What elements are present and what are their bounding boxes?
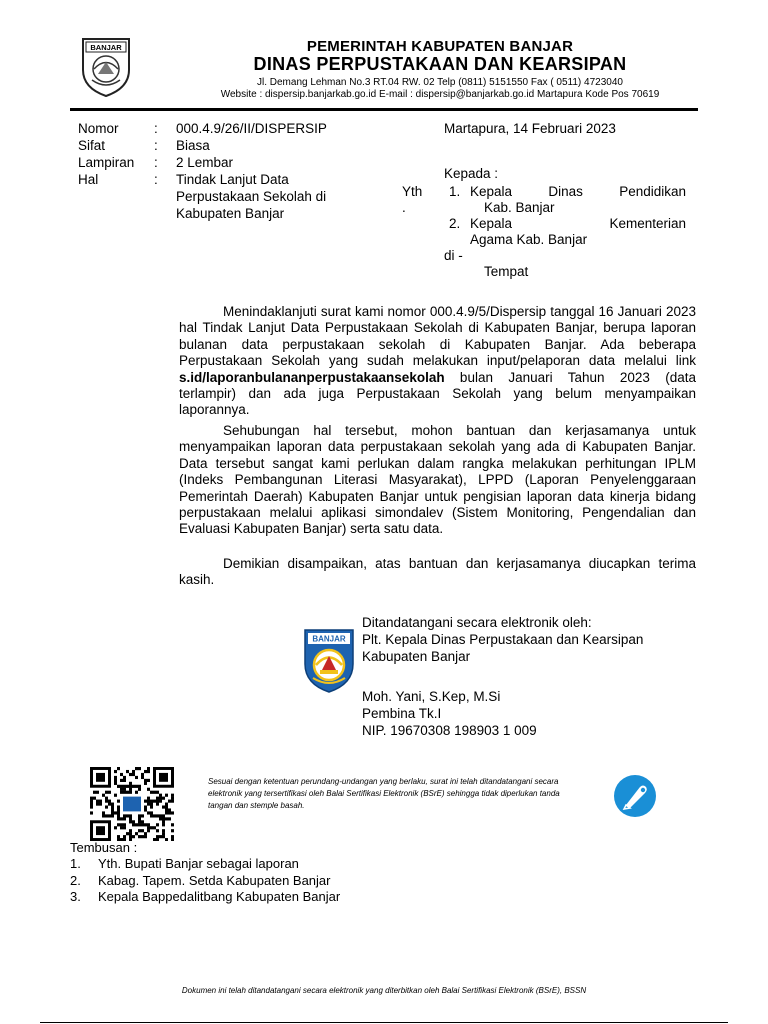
qr-module xyxy=(144,823,147,826)
qr-module xyxy=(105,800,108,803)
qr-module xyxy=(90,805,93,808)
qr-module xyxy=(123,826,126,829)
qr-module xyxy=(159,814,162,817)
qr-module xyxy=(123,779,126,782)
qr-module xyxy=(96,791,99,794)
qr-module xyxy=(129,773,132,776)
qr-module xyxy=(129,785,132,788)
qr-module xyxy=(147,811,150,814)
qr-module xyxy=(141,835,144,838)
qr-module xyxy=(96,800,99,803)
report-link[interactable]: s.id/laporanbulananperpustakaansekolah xyxy=(179,369,445,385)
qr-module xyxy=(168,817,171,820)
qr-module xyxy=(114,794,117,797)
qr-module xyxy=(171,823,174,826)
qr-module xyxy=(165,811,168,814)
qr-module xyxy=(117,800,120,803)
paragraph-3: Demikian disampaikan, atas bantuan dan kerjasamanya diucapkan terima kasih. xyxy=(179,556,696,588)
qr-module xyxy=(159,800,162,803)
qr-module xyxy=(135,776,138,779)
qr-module xyxy=(165,805,168,808)
qr-module xyxy=(102,794,105,797)
qr-module xyxy=(132,770,135,773)
qr-module xyxy=(150,791,153,794)
colon: : xyxy=(154,138,158,153)
qr-module xyxy=(117,811,120,814)
qr-module xyxy=(141,776,144,779)
qr-module xyxy=(138,785,141,788)
qr-module xyxy=(105,791,108,794)
letter-body-3 xyxy=(179,556,696,589)
qr-module xyxy=(114,782,117,785)
qr-module xyxy=(135,823,138,826)
recipient-1-line-1: Kepala Dinas Pendidikan xyxy=(470,184,686,199)
list-item-text: Kabag. Tapem. Setda Kabupaten Banjar xyxy=(98,872,331,888)
qr-module xyxy=(171,797,174,800)
list-item-number: 2. xyxy=(70,872,81,888)
qr-module xyxy=(144,779,147,782)
qr-module xyxy=(171,838,174,841)
qr-module xyxy=(96,803,99,806)
recipient-2-line-2: Agama Kab. Banjar xyxy=(470,232,588,247)
qr-module xyxy=(108,814,111,817)
qr-module xyxy=(117,767,120,770)
qr-module xyxy=(147,829,150,832)
qr-module xyxy=(126,770,129,773)
agency-title: DINAS PERPUSTAKAAN DAN KEARSIPAN xyxy=(253,54,627,74)
meta-colons xyxy=(154,120,158,188)
tembusan-title: Tembusan : xyxy=(70,840,138,855)
qr-module xyxy=(114,776,117,779)
qr-module xyxy=(165,838,168,841)
qr-module xyxy=(147,797,150,800)
qr-module xyxy=(162,817,165,820)
qr-module xyxy=(120,785,123,788)
header-divider xyxy=(70,108,698,111)
paragraph-1-text: Menindaklanjuti surat kami nomor 000.4.9/5/Dispersip tanggal 16 Januari 2023 hal Tindak Lanjut Data Perpustakaan Sekolah di Kabupaten Banjar, berupa laporan bulanan data perpustakaan sekolah di Kabupaten Banjar. Ada beberapa Perpustakaan Sekolah yang sudah melakukan input/pelaporan data melalui link xyxy=(179,304,696,369)
qr-module xyxy=(117,823,120,826)
qr-module xyxy=(102,814,105,817)
qr-module xyxy=(156,835,159,838)
qr-module xyxy=(159,835,162,838)
qr-module xyxy=(162,832,165,835)
qr-module xyxy=(150,811,153,814)
sifat-label: Sifat xyxy=(78,138,106,153)
recipient-1-number: 1. xyxy=(449,184,461,199)
qr-module xyxy=(150,800,153,803)
qr-code[interactable] xyxy=(90,767,174,841)
qr-module xyxy=(105,814,108,817)
qr-finder xyxy=(159,773,168,782)
di-label: di - xyxy=(444,248,463,263)
qr-module xyxy=(120,823,123,826)
qr-module xyxy=(156,797,159,800)
qr-module xyxy=(138,829,141,832)
qr-module xyxy=(135,767,138,770)
qr-module xyxy=(117,785,120,788)
qr-module xyxy=(144,832,147,835)
qr-module xyxy=(129,835,132,838)
qr-module xyxy=(105,797,108,800)
qr-module xyxy=(120,826,123,829)
list-item xyxy=(70,889,340,906)
qr-module xyxy=(123,814,126,817)
colon: : xyxy=(154,172,158,187)
qr-module xyxy=(117,814,120,817)
signature-position: Plt. Kepala Dinas Perpustakaan dan Kearsipan xyxy=(362,632,644,647)
qr-module xyxy=(129,832,132,835)
qr-module xyxy=(129,817,132,820)
qr-module xyxy=(147,779,150,782)
qr-module xyxy=(168,811,171,814)
qr-module xyxy=(120,788,123,791)
signature-region: Kabupaten Banjar xyxy=(362,649,471,664)
qr-module xyxy=(129,791,132,794)
qr-module xyxy=(147,803,150,806)
qr-module xyxy=(156,800,159,803)
qr-module xyxy=(168,808,171,811)
qr-module xyxy=(171,794,174,797)
qr-module xyxy=(147,767,150,770)
qr-module xyxy=(108,800,111,803)
qr-module xyxy=(129,782,132,785)
qr-module xyxy=(138,820,141,823)
qr-module xyxy=(123,835,126,838)
meta-values xyxy=(176,120,327,222)
qr-module xyxy=(162,814,165,817)
hal-value-1: Tindak Lanjut Data xyxy=(176,172,289,187)
qr-module xyxy=(165,803,168,806)
hal-value-2: Perpustakaan Sekolah di xyxy=(176,189,327,204)
qr-module xyxy=(120,817,123,820)
letter-date: Martapura, 14 Februari 2023 xyxy=(444,121,616,136)
qr-module xyxy=(132,823,135,826)
recipient-1-line-2: Kab. Banjar xyxy=(484,200,555,215)
qr-module xyxy=(123,823,126,826)
qr-module xyxy=(165,808,168,811)
qr-module xyxy=(147,788,150,791)
signer-rank: Pembina Tk.I xyxy=(362,706,442,721)
qr-module xyxy=(159,797,162,800)
qr-module xyxy=(141,773,144,776)
bsre-notice: Sesuai dengan ketentuan perundang-undangan yang berlaku, surat ini telah ditandatangani secara elektronik yang tersertifikasi oleh Balai Sertifikasi Elektronik (BSrE) sehingga tidak diperlukan tanda tangan dan stemple basah. xyxy=(208,777,560,810)
qr-module xyxy=(138,814,141,817)
qr-module xyxy=(138,835,141,838)
recipient-2-number: 2. xyxy=(449,216,461,231)
list-item-text: Yth. Bupati Banjar sebagai laporan xyxy=(98,856,299,871)
footer-divider xyxy=(40,1022,728,1023)
qr-module xyxy=(129,829,132,832)
agency-contact: Website : dispersip.banjarkab.go.id E-mail : dispersip@banjarkab.go.id Martapura Kode Pos 70619 xyxy=(220,89,660,100)
qr-module xyxy=(114,770,117,773)
qr-module xyxy=(108,791,111,794)
qr-module xyxy=(117,835,120,838)
bsre-pen-icon xyxy=(613,774,657,818)
paragraph-2: Sehubungan hal tersebut, mohon bantuan dan kerjasamanya untuk menyampaikan laporan data perpustakaan sekolah yang ada di Kabupaten Banjar. Data tersebut sangat kami perlukan dalam rangka melakukan perhitungan IPLM (Indeks Pembangunan Literasi Masyarakat), LPPD (Laporan Penyelenggaraan Pemerintah Daerah) Kabupaten Banjar untuk pengisian laporan data kinerja bidang perpustakaan melalui aplikasi simondalev (Sistem Monitoring, Pengendalian dan Evaluasi Kabupaten Banjar) serta satu data. xyxy=(179,423,696,537)
qr-module xyxy=(147,800,150,803)
qr-module xyxy=(90,800,93,803)
qr-module xyxy=(150,826,153,829)
qr-module xyxy=(162,797,165,800)
signature-block xyxy=(362,614,643,665)
list-item-number: 1. xyxy=(70,856,81,871)
header-logo xyxy=(80,36,132,98)
qr-module xyxy=(111,803,114,806)
qr-module xyxy=(114,826,117,829)
qr-module xyxy=(165,794,168,797)
qr-module xyxy=(153,791,156,794)
qr-module xyxy=(162,820,165,823)
recipient-2-line-1: Kepala Kementerian xyxy=(470,216,686,231)
letter-body xyxy=(179,304,696,419)
qr-module xyxy=(99,800,102,803)
qr-module xyxy=(141,814,144,817)
tempat-label: Tempat xyxy=(484,264,529,279)
qr-module xyxy=(135,832,138,835)
qr-finder xyxy=(96,773,105,782)
qr-module xyxy=(162,805,165,808)
qr-module xyxy=(156,823,159,826)
qr-module xyxy=(126,785,129,788)
qr-module xyxy=(102,811,105,814)
qr-module xyxy=(135,791,138,794)
qr-module xyxy=(150,803,153,806)
lampiran-label: Lampiran xyxy=(78,155,135,170)
qr-module xyxy=(153,800,156,803)
nomor-label: Nomor xyxy=(78,121,119,136)
list-item-number: 3. xyxy=(70,889,81,904)
qr-module xyxy=(138,788,141,791)
qr-module xyxy=(123,776,126,779)
qr-module xyxy=(90,797,93,800)
colon: : xyxy=(154,155,158,170)
agency-address: Jl. Demang Lehman No.3 RT.04 RW. 02 Telp (0811) 5151550 Fax ( 0511) 4723040 xyxy=(257,77,623,88)
qr-module xyxy=(156,829,159,832)
signer-block xyxy=(362,688,537,739)
qr-module xyxy=(90,811,93,814)
qr-module xyxy=(126,832,129,835)
qr-module xyxy=(141,820,144,823)
qr-module xyxy=(117,805,120,808)
qr-module xyxy=(123,785,126,788)
qr-module xyxy=(150,805,153,808)
qr-module xyxy=(117,808,120,811)
qr-module xyxy=(132,820,135,823)
list-item xyxy=(70,873,340,890)
qr-module xyxy=(111,805,114,808)
qr-module xyxy=(120,791,123,794)
qr-module xyxy=(156,803,159,806)
signature-logo xyxy=(303,628,355,694)
qr-module xyxy=(114,779,117,782)
qr-module xyxy=(153,838,156,841)
qr-module xyxy=(144,808,147,811)
tembusan-list xyxy=(70,856,340,906)
qr-module xyxy=(156,791,159,794)
signature-caption: Ditandatangani secara elektronik oleh: xyxy=(362,615,592,630)
signer-name: Moh. Yani, S.Kep, M.Si xyxy=(362,689,501,704)
hal-value-3: Kabupaten Banjar xyxy=(176,206,285,221)
qr-module xyxy=(141,823,144,826)
qr-module xyxy=(126,791,129,794)
kepada-label: Kepada : xyxy=(444,166,499,181)
qr-module xyxy=(168,800,171,803)
signature-logo-text: BANJAR xyxy=(312,634,346,644)
sifat-value: Biasa xyxy=(176,138,210,153)
qr-module xyxy=(162,829,165,832)
nomor-value: 000.4.9/26/II/DISPERSIP xyxy=(176,121,327,136)
qr-module xyxy=(120,773,123,776)
qr-module xyxy=(138,767,141,770)
qr-module xyxy=(159,817,162,820)
paragraph-1-text-end: bulan Januari Tahun 2023 (data terlampir) dan ada juga Perpustakaan Sekolah yang belum menyampaikan laporannya. xyxy=(179,369,696,418)
list-item-text: Kepala Bappedalitbang Kabupaten Banjar xyxy=(98,889,341,904)
qr-module xyxy=(144,782,147,785)
qr-module xyxy=(111,811,114,814)
qr-module xyxy=(129,788,132,791)
qr-module xyxy=(99,803,102,806)
meta-labels xyxy=(78,120,134,188)
yth-label: Yth xyxy=(402,184,423,199)
qr-module xyxy=(153,826,156,829)
qr-module xyxy=(129,820,132,823)
government-title: PEMERINTAH KABUPATEN BANJAR xyxy=(306,38,574,55)
qr-center-logo xyxy=(123,797,141,812)
qr-module xyxy=(132,773,135,776)
qr-module xyxy=(93,791,96,794)
qr-module xyxy=(171,800,174,803)
hal-label: Hal xyxy=(78,172,99,187)
qr-module xyxy=(108,803,111,806)
qr-module xyxy=(162,823,165,826)
qr-module xyxy=(162,835,165,838)
signer-nip: NIP. 19670308 198903 1 009 xyxy=(362,723,537,738)
qr-module xyxy=(123,817,126,820)
qr-module xyxy=(141,829,144,832)
qr-module xyxy=(111,808,114,811)
qr-module xyxy=(144,835,147,838)
letter-body-2 xyxy=(179,423,696,538)
qr-module xyxy=(90,803,93,806)
qr-module xyxy=(159,794,162,797)
qr-module xyxy=(93,797,96,800)
qr-module xyxy=(165,817,168,820)
qr-module xyxy=(147,826,150,829)
qr-module xyxy=(132,785,135,788)
qr-module xyxy=(114,811,117,814)
qr-module xyxy=(138,823,141,826)
qr-module xyxy=(126,814,129,817)
qr-module xyxy=(144,770,147,773)
qr-module xyxy=(144,800,147,803)
qr-module xyxy=(132,835,135,838)
qr-module xyxy=(150,814,153,817)
qr-module xyxy=(156,814,159,817)
qr-module xyxy=(153,814,156,817)
qr-finder xyxy=(96,826,105,835)
list-item xyxy=(70,856,340,873)
qr-module xyxy=(123,791,126,794)
qr-module xyxy=(123,788,126,791)
qr-module xyxy=(135,785,138,788)
qr-module xyxy=(111,814,114,817)
qr-module xyxy=(105,805,108,808)
footer-note: Dokumen ini telah ditandatangani secara elektronik yang diterbitkan oleh Balai Sertifikasi Elektronik (BSrE), BSSN xyxy=(181,986,587,995)
qr-module xyxy=(144,805,147,808)
qr-module xyxy=(171,811,174,814)
qr-module xyxy=(156,838,159,841)
qr-module xyxy=(147,770,150,773)
qr-module xyxy=(138,817,141,820)
qr-module xyxy=(117,817,120,820)
qr-module xyxy=(120,779,123,782)
qr-module xyxy=(171,829,174,832)
header-logo-text: BANJAR xyxy=(90,43,122,52)
qr-module xyxy=(129,814,132,817)
paragraph-1 xyxy=(179,304,696,419)
qr-module xyxy=(147,823,150,826)
qr-module xyxy=(171,835,174,838)
lampiran-value: 2 Lembar xyxy=(176,155,234,170)
yth-dot: . xyxy=(402,200,406,215)
colon: : xyxy=(154,121,158,136)
